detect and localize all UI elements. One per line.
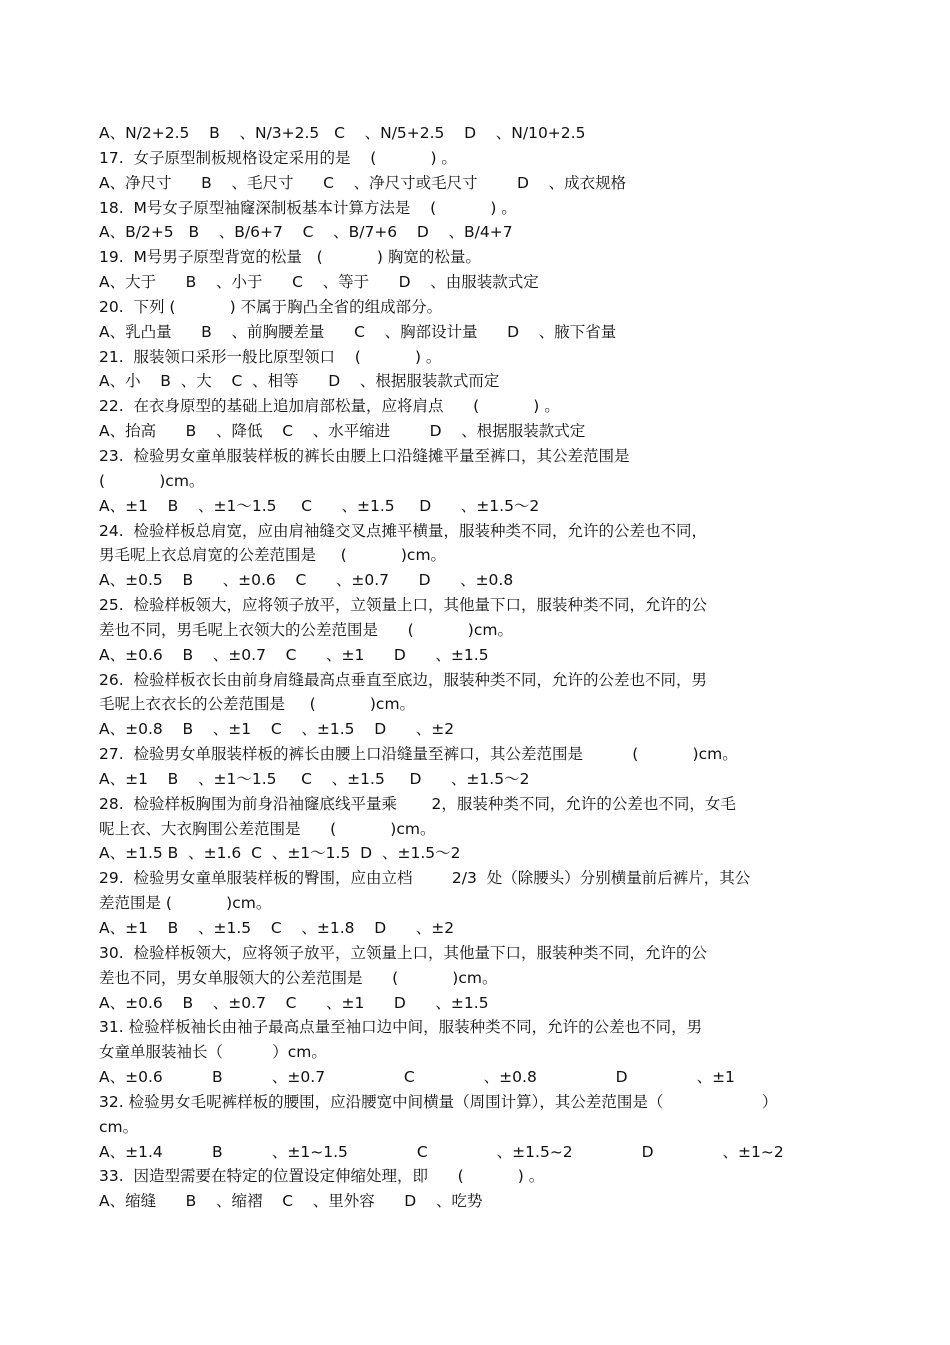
text-line: A、±0.6 B 、±0.7 C 、±1 D 、±1.5 xyxy=(99,645,489,664)
text-line: 24. 检验样板总肩宽，应由肩袖缝交叉点摊平横量，服装种类不同，允许的公差也不同， xyxy=(99,521,708,540)
text-line: A、±0.5 B 、±0.6 C 、±0.7 D 、±0.8 xyxy=(99,571,514,590)
text-line: 31. 检验样板袖长由袖子最高点量至袖口边中间，服装种类不同，允许的公差也不同，男 xyxy=(99,1018,703,1037)
text-line: 26. 检验样板衣长由前身肩缝最高点垂直至底边，服装种类不同，允许的公差也不同，男 xyxy=(99,670,708,689)
text-line: 毛呢上衣衣长的公差范围是 ( )cm。 xyxy=(99,695,416,714)
text-line: cm。 xyxy=(99,1117,139,1136)
text-line: A、N/2+2.5 B 、N/3+2.5 C 、N/5+2.5 D 、N/10+2.5 xyxy=(99,124,586,142)
text-line: 呢上衣、大衣胸围公差范围是 ( )cm。 xyxy=(99,819,436,838)
text-line: 差也不同，男毛呢上衣领大的公差范围是 ( )cm。 xyxy=(99,620,513,639)
text-line: 21. 服装领口采形一般比原型领口 ( ) 。 xyxy=(99,347,442,366)
text-line: A、±0.6 B 、±0.7 C 、±0.8 D 、±1 xyxy=(99,1068,735,1087)
text-line: 30. 检验样板领大，应将领子放平，立领量上口，其他量下口，服装种类不同，允许的公 xyxy=(99,943,708,962)
text-line: 差范围是 ( )cm。 xyxy=(99,894,272,913)
text-line: 17. 女子原型制板规格设定采用的是 ( ) 。 xyxy=(99,148,457,167)
text-line: A、B/2+5 B 、B/6+7 C 、B/7+6 D 、B/4+7 xyxy=(99,223,513,242)
text-line: 女童单服装袖长（ ）cm。 xyxy=(99,1043,327,1062)
text-line: 23. 检验男女童单服装样板的裤长由腰上口沿缝摊平量至裤口，其公差范围是 xyxy=(99,446,630,465)
text-line: A、大于 B 、小于 C 、等于 D 、由服装款式定 xyxy=(99,273,539,292)
text-line: ( )cm。 xyxy=(99,471,205,490)
text-line: A、乳凸量 B 、前胸腰差量 C 、胸部设计量 D 、腋下省量 xyxy=(99,322,617,341)
text-line: A、±1 B 、±1.5 C 、±1.8 D 、±2 xyxy=(99,919,455,937)
text-line: A、±0.8 B 、±1 C 、±1.5 D 、±2 xyxy=(99,720,455,739)
text-line: A、±1 B 、±1～1.5 C 、±1.5 D 、±1.5～2 xyxy=(99,496,540,515)
text-line: 25. 检验样板领大，应将领子放平，立领量上口，其他量下口，服装种类不同，允许的公 xyxy=(99,596,708,615)
text-line: 20. 下列 ( ) 不属于胸凸全省的组成部分。 xyxy=(99,297,443,316)
text-line: 18. M号女子原型袖窿深制板基本计算方法是 ( ) 。 xyxy=(99,198,517,217)
question-list xyxy=(99,121,859,1214)
text-line: 19. M号男子原型背宽的松量 ( ) 胸宽的松量。 xyxy=(99,248,481,267)
text-line: A、净尺寸 B 、毛尺寸 C 、净尺寸或毛尺寸 D 、成衣规格 xyxy=(99,173,627,192)
text-line: 差也不同，男女单服领大的公差范围是 ( )cm。 xyxy=(99,968,498,987)
text-line: 29. 检验男女童单服装样板的臀围，应由立档 2/3 处（除腰头）分别横量前后裤片，其公 xyxy=(99,869,751,888)
text-line: A、±1 B 、±1～1.5 C 、±1.5 D 、±1.5～2 xyxy=(99,769,530,788)
text-line: A、抬高 B 、降低 C 、水平缩进 D 、根据服装款式定 xyxy=(99,422,586,441)
text-line: 33. 因造型需要在特定的位置设定伸缩处理，即 ( ) 。 xyxy=(99,1167,545,1186)
text-line: A、±0.6 B 、±0.7 C 、±1 D 、±1.5 xyxy=(99,993,489,1012)
text-line: A、±1.4 B 、±1~1.5 C 、±1.5~2 D 、±1~2 xyxy=(99,1142,784,1161)
text-line: 28. 检验样板胸围为前身沿袖窿底线平量乘 2，服装种类不同，允许的公差也不同，女毛 xyxy=(99,794,736,813)
text-line: A、±1.5 B 、±1.6 C 、±1～1.5 D 、±1.5～2 xyxy=(99,844,461,863)
text-line: A、缩缝 B 、缩褶 C 、里外容 D 、吃势 xyxy=(99,1192,483,1211)
text-line: 27. 检验男女单服装样板的裤长由腰上口沿缝量至裤口，其公差范围是 ( )cm。 xyxy=(99,745,738,764)
text-line: 32. 检验男女毛呢裤样板的腰围，应沿腰宽中间横量（周围计算），其公差范围是（ ） xyxy=(99,1092,778,1111)
text-line: 男毛呢上衣总肩宽的公差范围是 ( )cm。 xyxy=(99,546,447,565)
text-line: 22. 在衣身原型的基础上追加肩部松量，应将肩点 ( ) 。 xyxy=(99,397,560,416)
text-line: A、小 B 、大 C 、相等 D 、根据服装款式而定 xyxy=(99,372,500,391)
